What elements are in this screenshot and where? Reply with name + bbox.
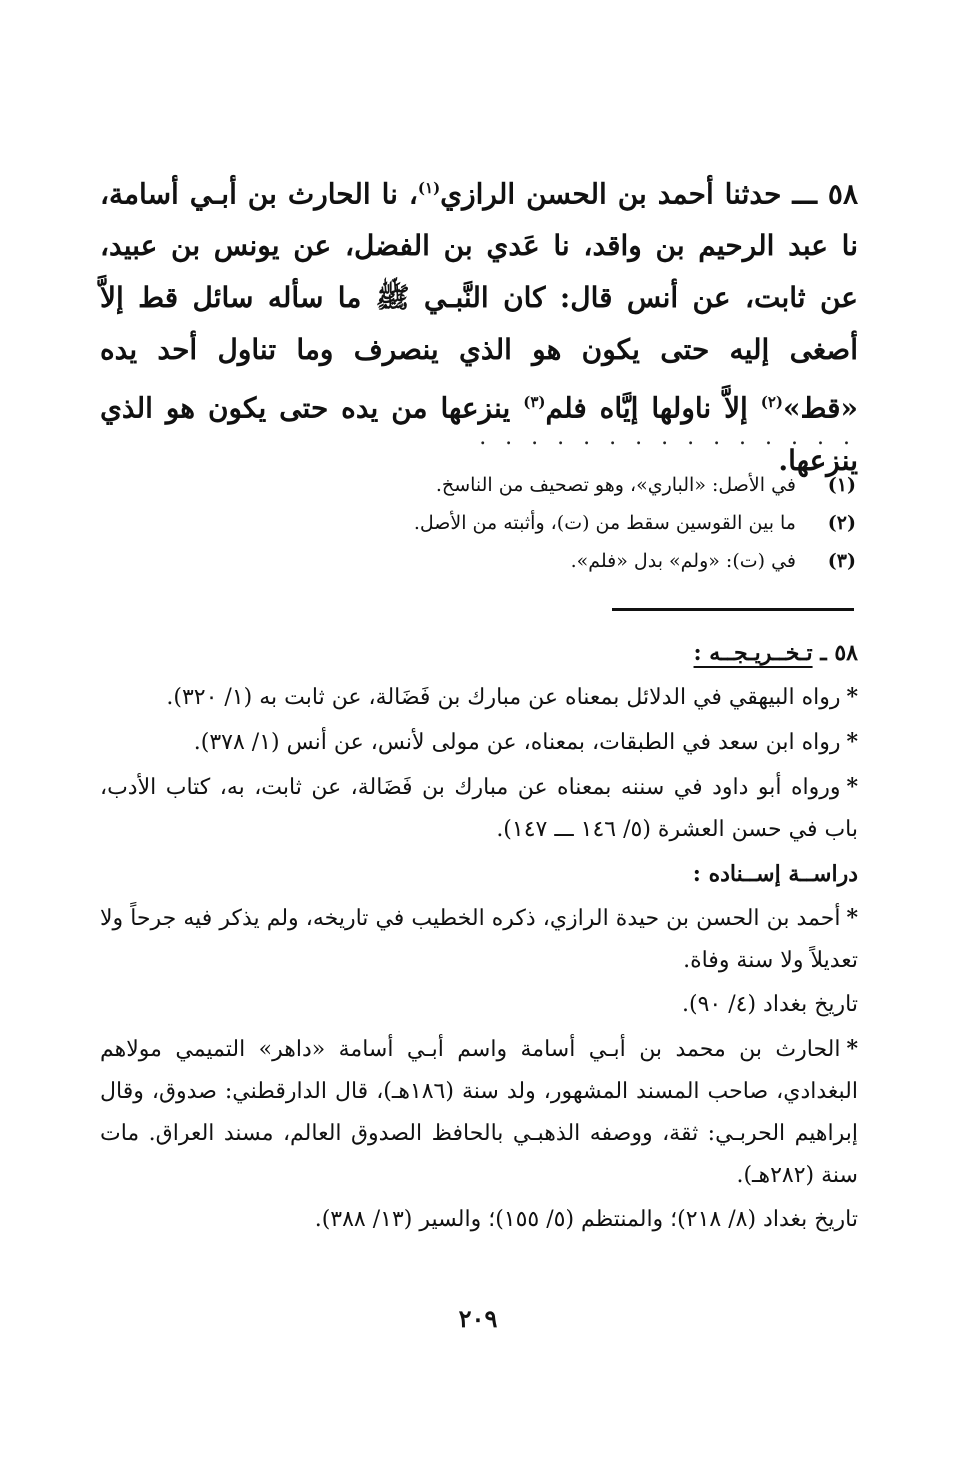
footnote-number: (١): [827, 474, 856, 496]
footnote-ref-2[interactable]: (٢): [760, 393, 784, 412]
footnote-number: (٣): [827, 550, 856, 572]
bullet-icon: *: [846, 729, 858, 755]
isnad-heading: دراســة إســناده :: [692, 861, 858, 887]
isnad-text: الحارث بن محمد بن أبـي أسامة واسم أبـي أسامة «داهر» التميمي مولاهم البغدادي، صاحب المسند المشهور، ولد سنة (١٨٦هـ)، قال الدارقطني: صدوق، وقال إبراهيم الحربـي: ثقة، ووصفه الذهبـي بالحافظ الصدوق العالم، مسند العراق. مات سنة (٢٨٢هـ).: [100, 1037, 858, 1188]
hadith-ending: ينزعها من يده حتى يكون هو الذي ينزعها.: [100, 391, 858, 477]
bullet-icon: *: [846, 774, 858, 800]
takhrij-number: ٥٨ ـ: [820, 640, 858, 666]
takhrij-paragraph: [100, 721, 858, 764]
bullet-icon: *: [846, 684, 858, 710]
takhrij-paragraph: [100, 676, 858, 719]
footnote-ref-1[interactable]: (١): [417, 179, 441, 197]
isnad-reference: تاريخ بغداد (٤/ ٩٠).: [682, 992, 858, 1017]
footnote-number: (٢): [827, 512, 856, 534]
footnote-item: [156, 504, 856, 542]
footnote-ref-3[interactable]: (٣): [523, 393, 546, 412]
footnote-item: [156, 466, 856, 504]
takhrij-text: رواه ابن سعد في الطبقات، بمعناه، عن مولى لأنس، عن أنس (١/ ٣٧٨).: [193, 730, 841, 755]
footnote-text: في (ت): «ولم» بدل «فلم».: [570, 550, 796, 572]
hadith-opening: ٥٨ ـــ حدثنا أحمد بن الحسن الرازي: [440, 177, 858, 211]
hadith-continuation: إلاَّ ناولها إيَّاه فلم: [545, 391, 761, 425]
footnote-separator: . . . . . . . . . . . . . . .: [479, 425, 856, 450]
isnad-paragraph: [100, 1028, 858, 1197]
footnote-text: في الأصل: «الباري»، وهو تصحيف من الناسخ.: [435, 474, 796, 496]
takhrij-heading: [100, 632, 858, 674]
section-divider: [612, 608, 854, 611]
hadith-chain: ، نا الحارث بن أبـي أسامة، نا عبد الرحيم بن واقد، نا عَدي بن الفضل، عن يونس بن عبيد، عن ثابت، عن أنس قال: كان النَّبـي ﷺ ما سأله سائل قط إلاَّ أصغى إليه حتى يكون هو الذي ينصرف وما تناول أحد يده «قط»: [100, 177, 858, 425]
bullet-icon: *: [846, 905, 858, 931]
takhrij-paragraph: [100, 766, 858, 851]
isnad-reference: تاريخ بغداد (٨/ ٢١٨)؛ والمنتظم (٥/ ١٥٥)؛ والسير (١٣/ ٣٨٨).: [314, 1207, 858, 1232]
footnote-text: ما بين القوسين سقط من (ت)، وأثبته من الأصل.: [413, 512, 796, 534]
isnad-paragraph: [100, 897, 858, 982]
takhrij-section: [100, 632, 858, 1243]
footnotes: [156, 466, 856, 580]
takhrij-text: ورواه أبو داود في سننه بمعناه عن مبارك بن فَضَالة، عن ثابت، به، كتاب الأدب، باب في حسن العشرة (٥/ ١٤٦ ـــ ١٤٧).: [100, 775, 858, 842]
takhrij-title: تـخــريـجــه :: [693, 640, 813, 666]
isnad-text: أحمد بن الحسن بن حيدة الرازي، ذكره الخطيب في تاريخه، ولم يذكر فيه جرحاً ولا تعديلاً ولا سنة وفاة.: [100, 906, 858, 973]
takhrij-text: رواه البيهقي في الدلائل بمعناه عن مبارك بن فَضَالة، عن ثابت به (١/ ٣٢٠).: [166, 685, 841, 710]
bullet-icon: *: [846, 1036, 858, 1062]
page-number: ٢٠٩: [458, 1304, 498, 1333]
footnote-item: [156, 542, 856, 580]
